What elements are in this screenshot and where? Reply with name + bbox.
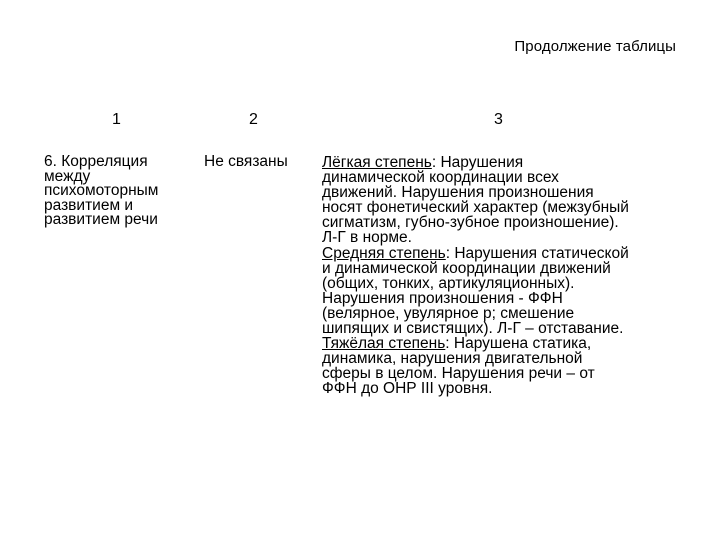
severe-degree-line: динамика, нарушения двигательной: [322, 350, 583, 368]
moderate-degree-line: (велярное, увулярное р; смешение: [322, 304, 575, 322]
mild-degree-label: Лёгкая степень: [322, 154, 432, 171]
severe-degree-text: : Нарушена статика,: [445, 335, 592, 353]
criterion-line: между: [44, 167, 91, 185]
mild-degree-line: носят фонетический характер (межзубный: [322, 199, 629, 217]
severe-degree-line: сферы в целом. Нарушения речи – от: [322, 365, 595, 383]
moderate-degree-label: Средняя степень: [322, 244, 446, 262]
criterion-line: развитием речи: [44, 211, 158, 229]
mild-degree-line: движений. Нарушения произношения: [322, 184, 594, 202]
mild-degree-line: динамической координации всех: [322, 169, 559, 187]
criterion-line: психомоторным: [44, 182, 159, 200]
moderate-degree-line: (общих, тонких, артикуляционных).: [322, 274, 575, 292]
moderate-degree-line: шипящих и свистящих). Л-Г – отставание.: [322, 320, 624, 338]
mild-degree-text: : Нарушения: [431, 154, 524, 171]
moderate-degree-text: : Нарушения статической: [445, 244, 629, 262]
mild-degree-first-line: [322, 155, 690, 170]
severe-degree-label: Тяжёлая степень: [322, 335, 446, 353]
moderate-degree-line: Нарушения произношения - ФФН: [322, 289, 563, 307]
table-caption: Продолжение таблицы: [514, 38, 676, 55]
criterion-line: развитием и: [44, 196, 134, 214]
moderate-degree-line: и динамической координации движений: [322, 259, 611, 277]
mild-degree-line: Л-Г в норме.: [322, 229, 412, 247]
severe-degree-first-line: [322, 336, 690, 351]
criterion-line: 6. Корреляция: [44, 153, 148, 170]
column-number-3: 3: [494, 111, 503, 128]
severe-degree-line: ФФН до ОНР III уровня.: [322, 380, 493, 398]
cell-degrees: [322, 155, 690, 397]
cell-relation: Не связаны: [204, 153, 288, 170]
moderate-degree-first-line: [322, 246, 690, 261]
mild-degree-line: сигматизм, губно-зубное произношение).: [322, 214, 619, 232]
cell-criterion: [44, 155, 194, 228]
column-number-1: 1: [112, 111, 121, 128]
column-number-2: 2: [249, 111, 258, 128]
